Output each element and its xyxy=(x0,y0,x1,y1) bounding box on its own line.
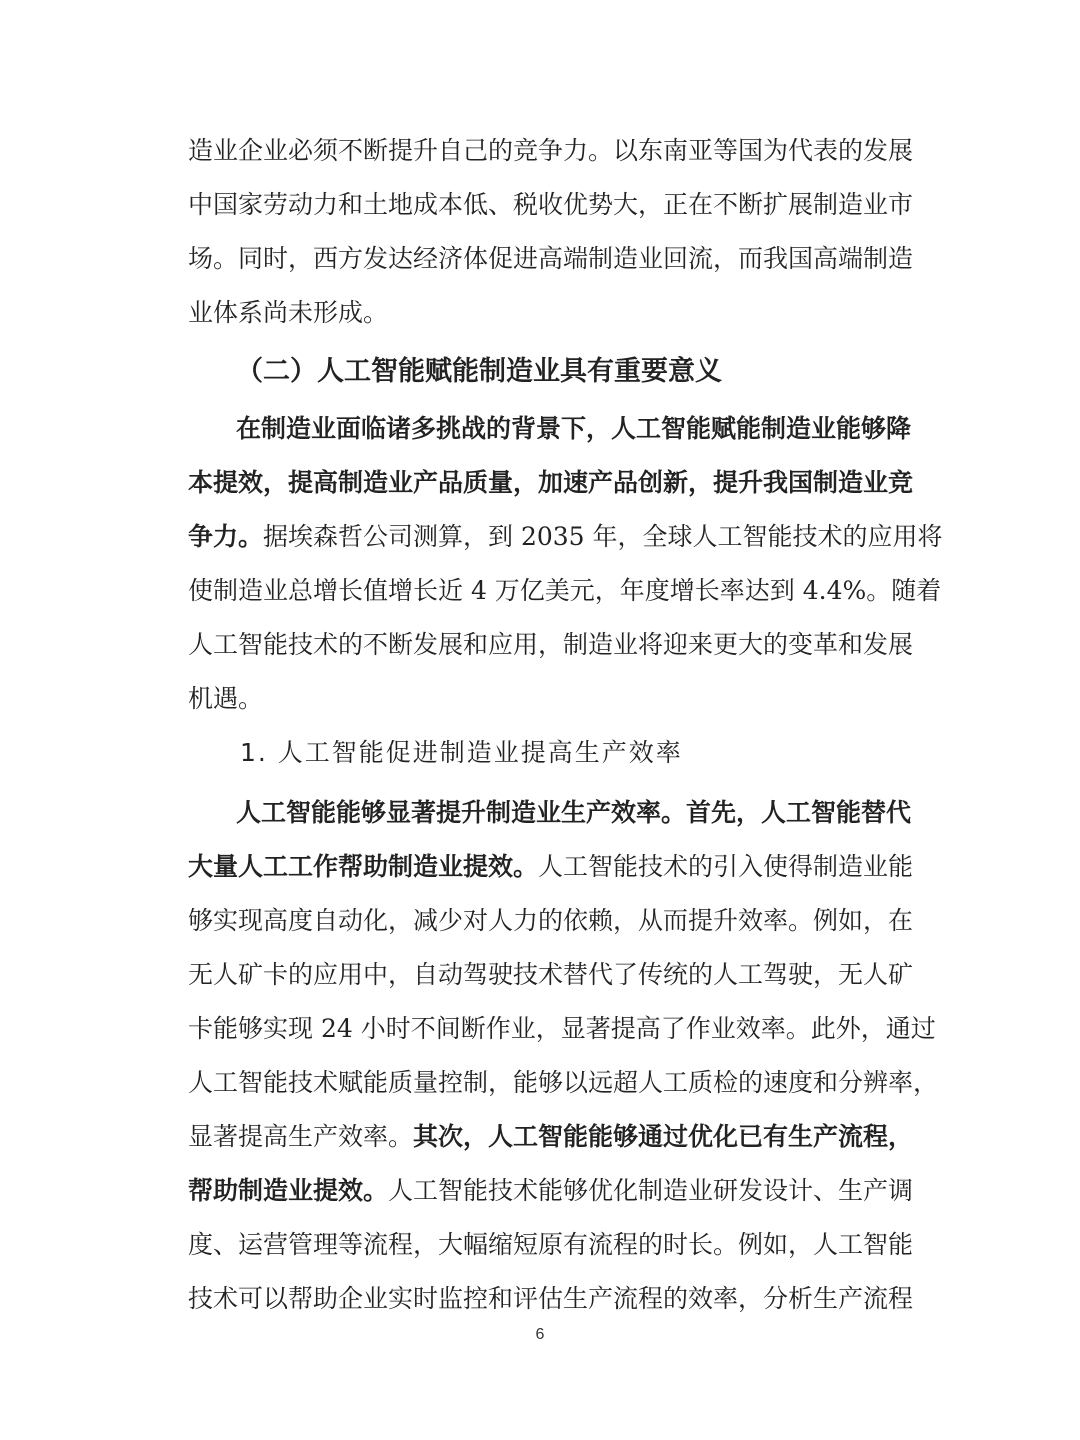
bold-run: 大量人工工作帮助制造业提效。 xyxy=(188,852,539,881)
paragraph-line: 在制造业面临诸多挑战的背景下，人工智能赋能制造业能够降 xyxy=(236,414,912,443)
paragraph-line: 本提效，提高制造业产品质量，加速产品创新，提升我国制造业竞 xyxy=(188,468,914,497)
paragraph-line xyxy=(188,519,943,555)
paragraph-line xyxy=(188,849,914,885)
paragraph-line: 业体系尚未形成。 xyxy=(188,298,389,327)
paragraph-line: 够实现高度自动化，减少对人力的依赖，从而提升效率。例如，在 xyxy=(188,906,914,935)
paragraph-line: 技术可以帮助企业实时监控和评估生产流程的效率，分析生产流程 xyxy=(188,1284,914,1313)
bold-run: 争力。 xyxy=(188,522,264,551)
paragraph-line xyxy=(188,1173,914,1209)
page-number: 6 xyxy=(535,1326,545,1343)
paragraph-line: 使制造业总增长值增长近 4 万亿美元，年度增长率达到 4.4%。随着 xyxy=(188,576,942,605)
paragraph-line: 中国家劳动力和土地成本低、税收优势大，正在不断扩展制造业市 xyxy=(188,190,914,219)
bold-run: 其次，人工智能能够通过优化已有生产流程， xyxy=(413,1122,914,1151)
paragraph-line: 场。同时，西方发达经济体促进高端制造业回流，而我国高端制造 xyxy=(188,244,914,273)
paragraph-line: 卡能够实现 24 小时不间断作业，显著提高了作业效率。此外，通过 xyxy=(188,1014,936,1043)
bold-run: 帮助制造业提效。 xyxy=(188,1176,389,1205)
text-run: 人工智能技术能够优化制造业研发设计、生产调 xyxy=(388,1176,914,1205)
paragraph-line: 造业企业必须不断提升自己的竞争力。以东南亚等国为代表的发展 xyxy=(188,136,914,165)
paragraph-line: 机遇。 xyxy=(188,684,264,713)
text-run: 显著提高生产效率。 xyxy=(188,1122,414,1151)
paragraph-line xyxy=(188,1119,914,1155)
subheading: 1. 人工智能促进制造业提高生产效率 xyxy=(240,738,683,767)
paragraph-line: 人工智能技术赋能质量控制，能够以远超人工质检的速度和分辨率， xyxy=(188,1068,939,1097)
paragraph-line: 人工智能技术的不断发展和应用，制造业将迎来更大的变革和发展 xyxy=(188,630,914,659)
paragraph-line: 人工智能能够显著提升制造业生产效率。首先，人工智能替代 xyxy=(236,798,912,827)
text-run: 人工智能技术的引入使得制造业能 xyxy=(538,852,914,881)
section-heading: （二）人工智能赋能制造业具有重要意义 xyxy=(236,356,722,387)
text-run: 据埃森哲公司测算，到 2035 年，全球人工智能技术的应用将 xyxy=(263,522,943,551)
paragraph-line: 无人矿卡的应用中，自动驾驶技术替代了传统的人工驾驶，无人矿 xyxy=(188,960,914,989)
paragraph-line: 度、运营管理等流程，大幅缩短原有流程的时长。例如，人工智能 xyxy=(188,1230,914,1259)
